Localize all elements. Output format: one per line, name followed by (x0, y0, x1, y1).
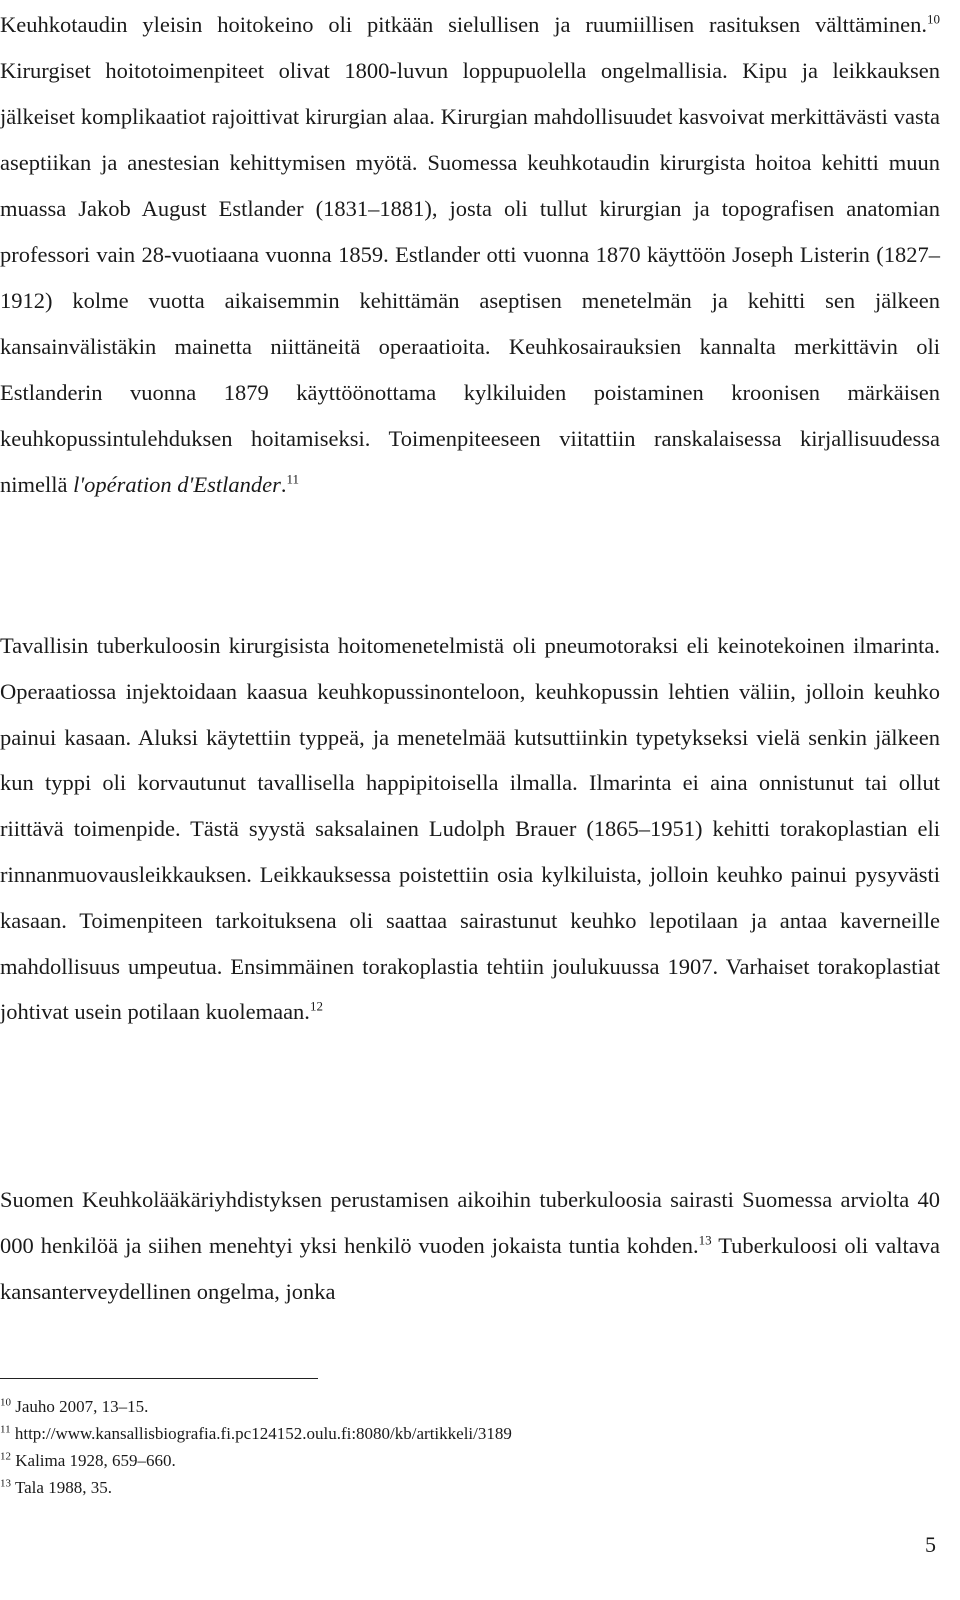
paragraph-3-text-a: Suomen Keuhkolääkäriyhdistyksen perustamisen aikoihin tuberkuloosia sairasti Suomessa arviolta 40 000 henkilöä ja siihen menehtyi yksi henkilö vuoden jokaista tuntia kohden. (0, 1187, 940, 1258)
footnote-divider (0, 1378, 318, 1379)
footnote-12 (0, 1447, 940, 1474)
paragraph-3-text-b: Tuberkuloosi oli valtava kansanterveydellinen ongelma, jonka (0, 1233, 940, 1304)
footnote-number: 11 (0, 1423, 11, 1436)
paragraph-1-text-b: Kirurgiset hoitotoimenpiteet olivat 1800-luvun loppupuolella ongelmallisia. Kipu ja leikkauksen jälkeiset komplikaatiot rajoittivat kirurgian alaa. Kirurgian mahdollisuudet kasvoivat merkittävästi vasta aseptiikan ja anestesian kehittymisen myötä. Suomessa keuhkotaudin kirurgista hoitoa kehitti muun muassa Jakob August Estlander (1831–1881), josta oli tullut kirurgian ja topografisen anatomian professori vain 28-vuotiaana vuonna 1859. Estlander otti vuonna 1870 käyttöön Joseph Listerin (1827–1912) kolme vuotta aikaisemmin kehittämän aseptisen menetelmän ja kehitti sen jälkeen kansainvälistäkin mainetta niittäneitä operaatioita. Keuhkosairauksien kannalta merkittävin oli Estlanderin vuonna 1879 käyttöönottama kylkiluiden poistaminen kroonisen märkäisen keuhkopussintulehduksen hoitamiseksi. Toimenpiteeseen viitattiin ranskalaisessa kirjallisuudessa nimellä (0, 58, 940, 497)
footnote-link[interactable]: http://www.kansallisbiografia.fi.pc124152.oulu.fi:8080/kb/artikkeli/3189 (10, 1424, 512, 1443)
footnote-text: Jauho 2007, 13–15. (11, 1397, 149, 1416)
footnote-text: Kalima 1928, 659–660. (11, 1451, 176, 1470)
paragraph-2-text: Tavallisin tuberkuloosin kirurgisista hoitomenetelmistä oli pneumotoraksi eli keinotekoinen ilmarinta. Operaatiossa injektoidaan kaasua keuhkopussinonteloon, keuhkopussin lehtien väliin, jolloin keuhko painui kasaan. Aluksi käytettiin typpeä, ja menetelmää kutsuttiinkin typetykseksi vielä senkin jälkeen kun typpi oli korvautunut tavallisella happipitoisella ilmalla. Ilmarinta ei aina onnistunut tai ollut riittävä toimenpide. Tästä syystä saksalainen Ludolph Brauer (1865–1951) kehitti torakoplastian eli rinnanmuovausleikkauksen. Leikkauksessa poistettiin osia kylkiluista, jolloin keuhko painui pysyvästi kasaan. Toimenpiteen tarkoituksena oli saattaa sairastunut keuhko lepotilaan ja antaa kaverneille mahdollisuus umpeutua. Ensimmäinen torakoplastia tehtiin joulukuussa 1907. Varhaiset torakoplastiat johtivat usein potilaan kuolemaan. (0, 633, 940, 1025)
italic-term: l'opération d'Estlander (73, 472, 281, 497)
body-paragraph-1 (0, 2, 940, 508)
footnote-10 (0, 1393, 940, 1420)
footnote-number: 10 (0, 1396, 11, 1409)
footnote-11 (0, 1420, 940, 1447)
body-paragraph-2 (0, 623, 940, 1035)
footnote-13 (0, 1474, 940, 1501)
paragraph-1-text-c: . (280, 472, 287, 497)
paragraph-1-text-a: Keuhkotaudin yleisin hoitokeino oli pitkään sielullisen ja ruumiillisen rasituksen välttäminen. (0, 12, 927, 37)
footnote-ref-12[interactable]: 12 (309, 998, 323, 1014)
footnote-ref-10[interactable]: 10 (927, 11, 940, 27)
footnote-number: 13 (0, 1477, 11, 1490)
footnote-text: Tala 1988, 35. (11, 1478, 112, 1497)
footnote-number: 12 (0, 1450, 11, 1463)
page-number: 5 (925, 1532, 936, 1557)
body-paragraph-3 (0, 1177, 940, 1315)
footnotes (0, 1393, 940, 1501)
footnote-ref-13[interactable]: 13 (698, 1232, 712, 1248)
footnote-ref-11[interactable]: 11 (286, 471, 300, 487)
